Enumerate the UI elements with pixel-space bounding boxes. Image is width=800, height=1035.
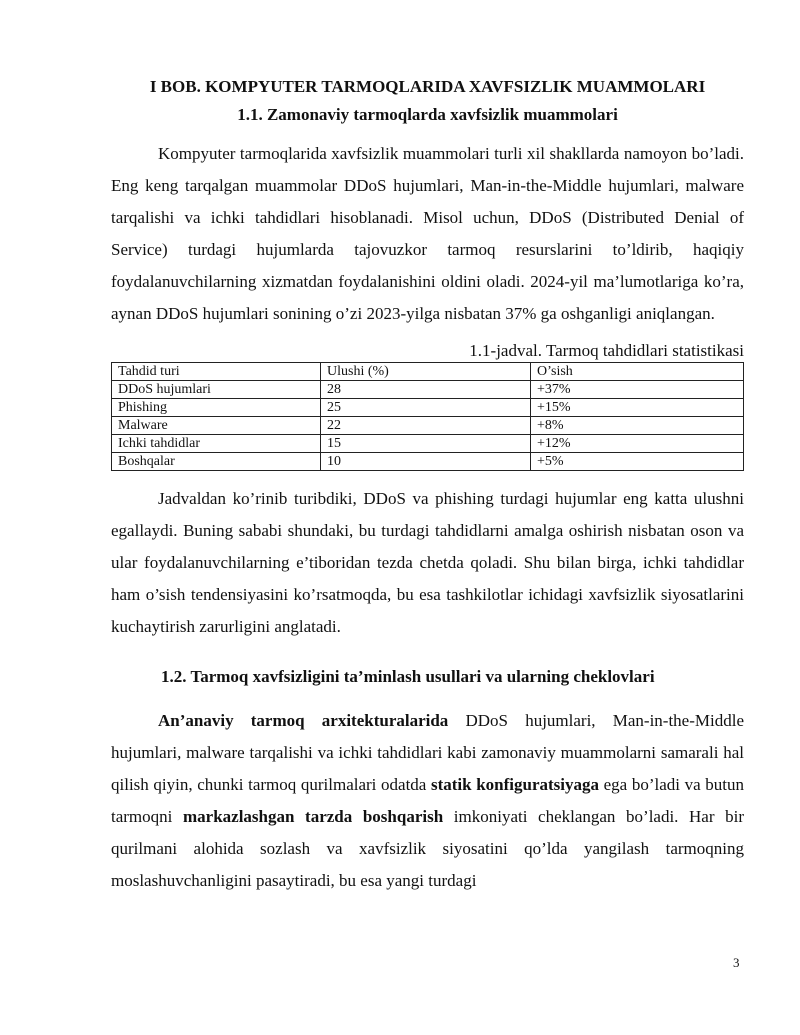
text-run: ega bo’ladi va butun tarmoqni [111, 775, 744, 826]
table-cell: +8% [531, 417, 744, 435]
paragraph-3 [111, 705, 744, 897]
bold-phrase: An’anaviy tarmoq arxitekturalarida [158, 711, 449, 730]
section-2-title: 1.2. Tarmoq xavfsizligini ta’minlash usullari va ularning cheklovlari [161, 667, 655, 686]
table-cell: +5% [531, 453, 744, 471]
table-caption: 1.1-jadval. Tarmoq tahdidlari statistikasi [469, 341, 744, 360]
text-run: imkoniyati cheklangan bo’ladi. Har bir qurilmani alohida sozlash va xavfsizlik siyosatini qo’lda yangilash tarmoqning moslashuvchanligini pasaytiradi, bu esa yangi turdagi [111, 807, 744, 890]
table-cell: Boshqalar [112, 453, 321, 471]
table-cell: 25 [321, 399, 531, 417]
table-cell: DDoS hujumlari [112, 381, 321, 399]
paragraph-2: Jadvaldan ko’rinib turibdiki, DDoS va phishing turdagi hujumlar eng katta ulushni egallaydi. Buning sababi shundaki, bu turdagi tahdidlarni amalga oshirish nisbatan oson va ular foydalanuvchilarning e’tiboridan tezda chetda qoladi. Shu bilan birga, ichki tahdidlar ham o’sish tendensiyasini ko’rsatmoqda, bu esa tashkilotlar ichidagi xavfsizlik siyosatlarini kuchaytirish zarurligini anglatadi. [111, 489, 744, 636]
table-header-cell: O’sish [531, 363, 744, 381]
table-cell: 10 [321, 453, 531, 471]
section-1-title: 1.1. Zamonaviy tarmoqlarda xavfsizlik muammolari [237, 105, 618, 124]
table-cell: Malware [112, 417, 321, 435]
table-header-cell: Tahdid turi [112, 363, 321, 381]
paragraph-1: Kompyuter tarmoqlarida xavfsizlik muammolari turli xil shakllarda namoyon bo’ladi. Eng keng tarqalgan muammolar DDoS hujumlari, Man-in-the-Middle hujumlari, malware tarqalishi va ichki tahdidlari hisoblanadi. Misol uchun, DDoS (Distributed Denial of Service) turdagi hujumlarda tajovuzkor tarmoq resurslarini to’ldirib, haqiqiy foydalanuvchilarning xizmatdan foydalanishini oldini oladi. 2024-yil ma’lumotlariga ko’ra, aynan DDoS hujumlari sonining o’zi 2023-yilga nisbatan 37% ga oshganligi aniqlangan. [111, 144, 744, 323]
table-header-cell: Ulushi (%) [321, 363, 531, 381]
page-number: 3 [733, 955, 740, 970]
table-cell: 28 [321, 381, 531, 399]
table-row [112, 381, 744, 399]
text-run: DDoS hujumlari, Man-in-the-Middle hujumlari, malware tarqalishi va ichki tahdidlari kabi zamonaviy muammolarni samarali hal qilish qiyin, chunki tarmoq qurilmalari odatda [111, 711, 744, 794]
bold-phrase: statik konfiguratsiyaga [430, 775, 599, 794]
table-row [112, 453, 744, 471]
chapter-heading: I BOB. KOMPYUTER TARMOQLARIDA XAVFSIZLIK MUAMMOLARI [149, 77, 706, 96]
table-cell: +12% [531, 435, 744, 453]
table-cell: +37% [531, 381, 744, 399]
document-page [111, 64, 744, 897]
table-cell: Phishing [112, 399, 321, 417]
table-row [112, 399, 744, 417]
table-cell: 22 [321, 417, 531, 435]
bold-phrase: markazlashgan tarzda boshqarish [182, 807, 444, 826]
table-cell: +15% [531, 399, 744, 417]
threat-statistics-table [111, 362, 744, 471]
table-cell: Ichki tahdidlar [112, 435, 321, 453]
table-row [112, 435, 744, 453]
table-header-row [112, 363, 744, 381]
table-row [112, 417, 744, 435]
table-cell: 15 [321, 435, 531, 453]
